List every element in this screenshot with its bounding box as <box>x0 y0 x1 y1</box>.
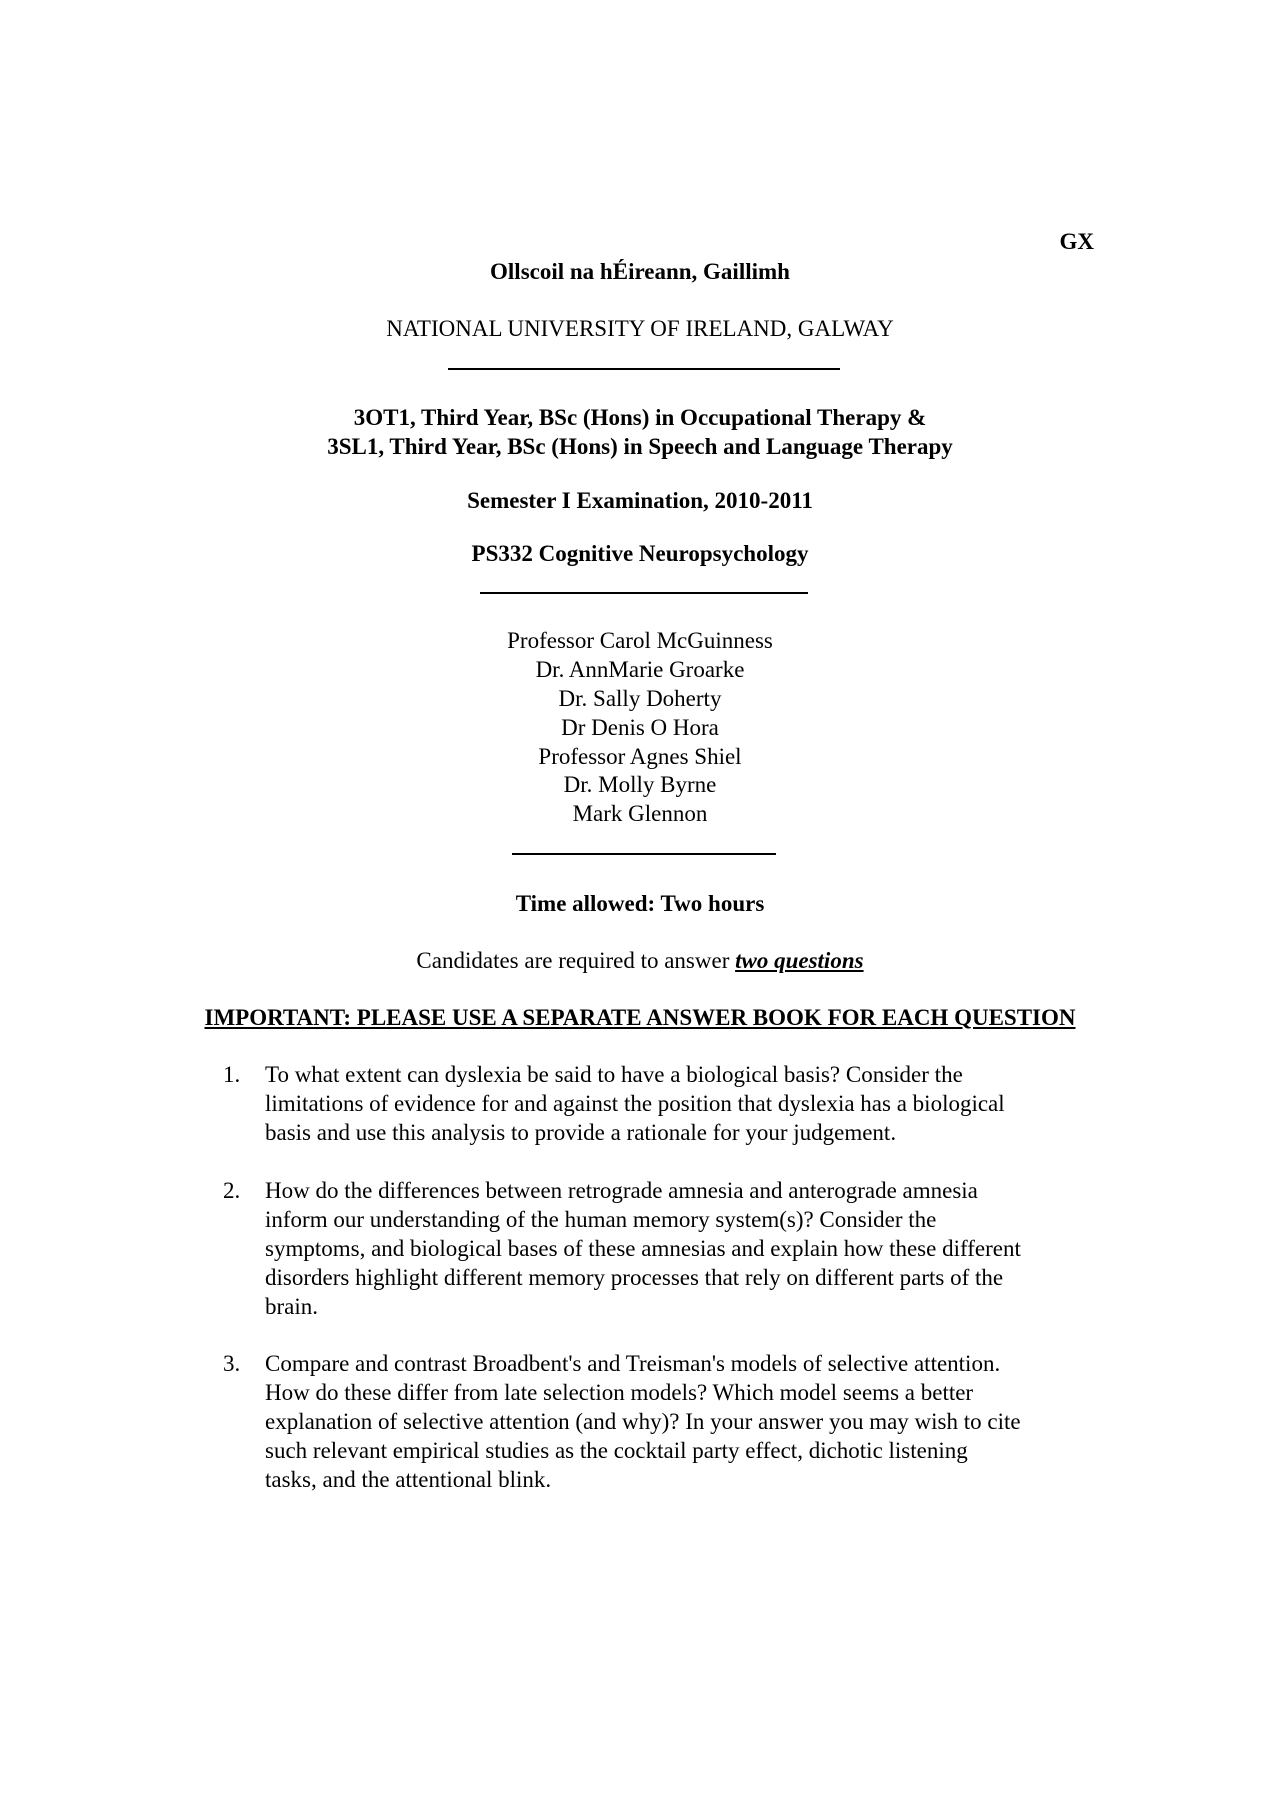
programme-line-2: 3SL1, Third Year, BSc (Hons) in Speech and Language Therapy <box>327 434 953 459</box>
exam-session: Semester I Examination, 2010-2011 <box>467 488 813 513</box>
question-line: limitations of evidence for and against the position that dyslexia has a biological <box>265 1091 1005 1116</box>
question-line: tasks, and the attentional blink. <box>265 1467 552 1492</box>
question-3 <box>223 1349 1103 1494</box>
university-name-irish: Ollscoil na hÉireann, Gaillimh <box>490 259 790 284</box>
question-number: 2. <box>223 1178 241 1203</box>
examiner: Dr Denis O Hora <box>561 715 719 740</box>
examiners-divider <box>512 853 776 855</box>
question-number: 1. <box>223 1062 241 1087</box>
candidates-instruction-emphasis: two questions <box>735 948 864 973</box>
important-notice-text: IMPORTANT: PLEASE USE A SEPARATE ANSWER BOOK FOR EACH QUESTION <box>204 1005 1076 1030</box>
examiner: Dr. Sally Doherty <box>558 686 722 711</box>
module-title: PS332 Cognitive Neuropsychology <box>471 541 809 566</box>
question-line: Compare and contrast Broadbent's and Treisman's models of selective attention. <box>265 1351 1001 1376</box>
question-1 <box>223 1060 1103 1147</box>
question-line: brain. <box>265 1294 319 1319</box>
question-text <box>265 1349 1103 1494</box>
question-line: To what extent can dyslexia be said to have a biological basis? Consider the <box>265 1062 963 1087</box>
question-number: 3. <box>223 1351 241 1376</box>
question-line: disorders highlight different memory processes that rely on different parts of the <box>265 1265 1004 1290</box>
module-divider <box>480 592 808 594</box>
question-line: symptoms, and biological bases of these amnesias and explain how these different <box>265 1236 1021 1261</box>
question-line: explanation of selective attention (and why)? In your answer you may wish to cite <box>265 1409 1021 1434</box>
programme-line-1: 3OT1, Third Year, BSc (Hons) in Occupational Therapy & <box>353 405 927 430</box>
question-text <box>265 1176 1103 1321</box>
question-line: such relevant empirical studies as the cocktail party effect, dichotic listening <box>265 1438 968 1463</box>
question-line: basis and use this analysis to provide a rationale for your judgement. <box>265 1120 897 1145</box>
important-notice <box>0 1003 1280 1032</box>
question-line: inform our understanding of the human memory system(s)? Consider the <box>265 1207 937 1232</box>
examiner: Mark Glennon <box>572 801 708 826</box>
question-2 <box>223 1176 1103 1321</box>
examiner: Dr. AnnMarie Groarke <box>535 657 745 682</box>
university-name-english: NATIONAL UNIVERSITY OF IRELAND, GALWAY <box>386 316 894 341</box>
question-text <box>265 1060 1103 1147</box>
exam-code: GX <box>1059 229 1094 254</box>
candidates-instruction-prefix: Candidates are required to answer <box>416 948 736 973</box>
candidates-instruction <box>0 946 1280 975</box>
question-line: How do these differ from late selection models? Which model seems a better <box>265 1380 974 1405</box>
examiner: Professor Agnes Shiel <box>538 744 742 769</box>
question-line: How do the differences between retrograde amnesia and anterograde amnesia <box>265 1178 978 1203</box>
examiner: Dr. Molly Byrne <box>563 772 717 797</box>
examiner: Professor Carol McGuinness <box>507 628 773 653</box>
header-divider <box>448 368 840 370</box>
time-allowed: Time allowed: Two hours <box>515 891 765 916</box>
